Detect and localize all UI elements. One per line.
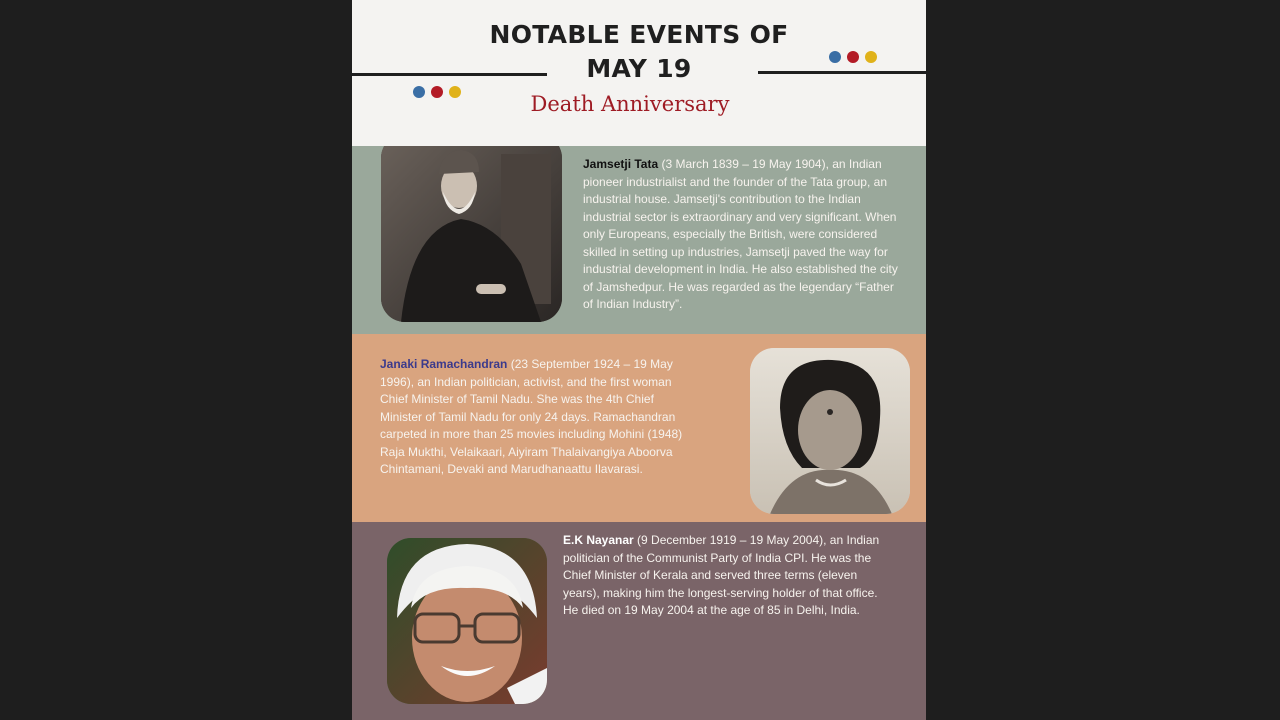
bio-line: of Indian Industry”. xyxy=(583,297,683,311)
bio-line: politician of the Communist Party of India CPI. He was the xyxy=(563,550,872,565)
portrait-image xyxy=(387,538,547,704)
bio-line: of Jamshedpur. He was regarded as the legendary “Father xyxy=(583,279,894,294)
bio-line: pioneer industrialist and the founder of the Tata group, an xyxy=(583,174,887,189)
bio-line: Chief Minister of Kerala and served three terms (eleven xyxy=(563,568,858,582)
title-line-1: NOTABLE EVENTS OF xyxy=(489,20,789,49)
bio-line: Raja Mukthi, Velaikaari, Aiyiram Thalaivangiya Aboorva xyxy=(380,444,673,459)
bio-line: Minister of Tamil Nadu for only 24 days. Ramachandran xyxy=(380,409,676,424)
bio-jamsetji-tata xyxy=(583,156,914,314)
bio-line: industrial house. Jamsetji's contribution to the Indian xyxy=(583,192,861,206)
bio-line: industrial development in India. He also established the city xyxy=(583,262,898,276)
bio-line: industrial sector is extraordinary and very significant. When xyxy=(583,209,897,224)
bio-line: only Europeans, especially the British, were considered xyxy=(583,227,878,241)
bio-line: years), making him the longest-serving holder of that office. xyxy=(563,585,878,600)
bio-ek-nayanar xyxy=(563,532,888,620)
bio-line: skilled in setting up industries, Jamsetji paved the way for xyxy=(583,244,888,259)
bio-line: Chief Minister of Tamil Nadu. She was the 4th Chief xyxy=(380,392,654,406)
title-line-2: MAY 19 xyxy=(586,54,692,83)
portrait-image xyxy=(750,348,910,514)
dots-right xyxy=(829,51,877,63)
dot xyxy=(847,51,859,63)
subtitle: Death Anniversary xyxy=(530,92,730,116)
entry-band-3 xyxy=(352,522,926,720)
portrait-image xyxy=(381,146,562,322)
bio-line: carpeted in more than 25 movies including Mohini (1948) xyxy=(380,427,683,441)
entry-band-1 xyxy=(352,146,926,334)
person-name: Jamsetji Tata xyxy=(583,157,659,171)
portrait-janaki-ramachandran xyxy=(750,348,910,514)
bio-line: (9 December 1919 – 19 May 2004), an Indian xyxy=(633,533,880,547)
dot xyxy=(829,51,841,63)
bio-line: Chintamani, Devaki and Marudhanaattu Ilavarasi. xyxy=(380,462,643,476)
portrait-ek-nayanar xyxy=(387,538,547,704)
poster xyxy=(352,0,926,720)
dot xyxy=(865,51,877,63)
portrait-jamsetji-tata xyxy=(381,146,562,322)
rule-left xyxy=(352,73,547,76)
bio-line: (23 September 1924 – 19 May xyxy=(507,357,673,371)
entry-band-2 xyxy=(352,334,926,522)
bio-line: 1996), an Indian politician, activist, and the first woman xyxy=(380,374,672,389)
person-name: E.K Nayanar xyxy=(563,533,634,547)
bio-line: He died on 19 May 2004 at the age of 85 in Delhi, India. xyxy=(563,603,860,617)
rule-right xyxy=(758,71,926,74)
bio-janaki-ramachandran xyxy=(380,356,703,479)
bio-line: (3 March 1839 – 19 May 1904), an Indian xyxy=(658,157,882,171)
person-name: Janaki Ramachandran xyxy=(380,357,508,371)
